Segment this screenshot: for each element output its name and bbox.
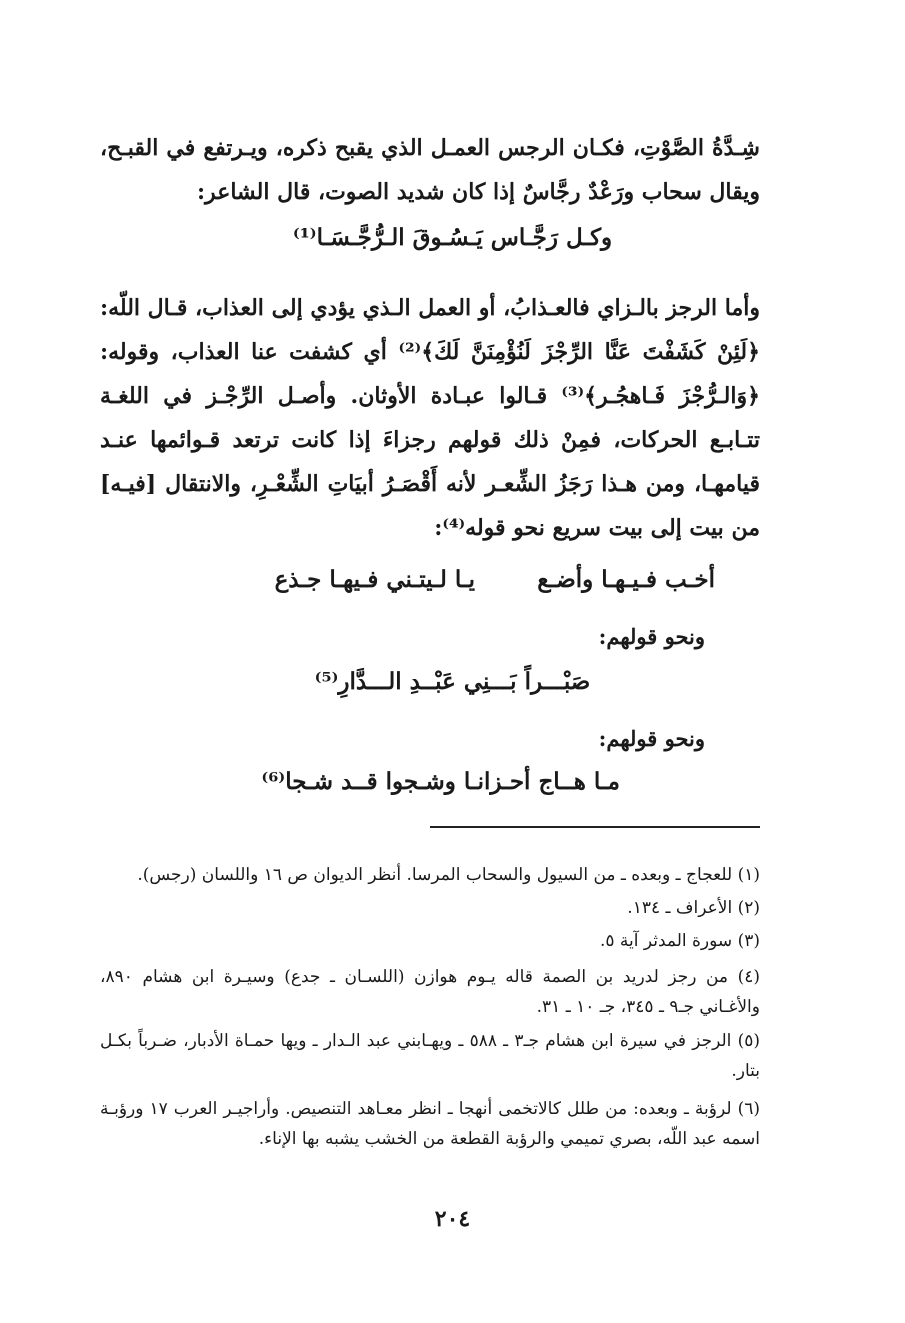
- footnote-2: (٢) الأعراف ـ ١٣٤.: [627, 898, 760, 918]
- footnote-5: (٥) الرجز في سيرة ابن هشام جـ٣ ـ ٥٨٨ ـ ويهـابني عبد الـدار ـ ويها حمـاة الأدبار، ضـرباً بكـل بتار.: [100, 1031, 760, 1081]
- page-number: ٢٠٤: [434, 1206, 471, 1232]
- verse-1: وكـل رَجَّـاس يَـسُـوقَ الـرُّجَّـسَـا⁽¹⁾: [292, 224, 613, 251]
- footnote-4: (٤) من رجز لدريد بن الصمة قاله يـوم هوازن (اللسـان ـ جدع) وسيـرة ابن هشام ٨٩٠، والأغـاني جـ٩ ـ ٣٤٥، جـ ١٠ ـ ٣١.: [100, 967, 760, 1017]
- verse-3: صَبْـــراً بَـــنِي عَبْــدِ الـــدَّارِ⁽⁵⁾: [314, 668, 591, 695]
- verse-4: مـا هــاج أحـزانـا وشـجوا قــد شـجا⁽⁶⁾: [261, 768, 620, 795]
- footnote-3: (٣) سورة المدثر آية ٥.: [599, 931, 760, 951]
- footnote-6: (٦) لرؤبة ـ وبعده: من طلل كالاتخمى أنهجا ـ انظر معـاهد التنصيص. وأراجيـر العرب ١٧ ورؤبـة اسمه عبد اللّه، بصري تميمي والرؤبة القطعة من الخشب يشبه بها الإناء.: [100, 1099, 760, 1149]
- footnote-1: (١) للعجاج ـ وبعده ـ من السيول والسحاب المرسا. أنظر الديوان ص ١٦ واللسان (رجس).: [137, 865, 760, 885]
- paragraph-1: شِـدَّةُ الصَّوْتِ، فكـان الرجس العمـل الذي يقبح ذكره، ويـرتفع في القبـح، ويقال سحاب ورَعْدٌ رجَّاسٌ إذا كان شديد الصوت، قال الشاعر:: [100, 135, 760, 205]
- verse-2-first-hemistich: يـا لـيتـني فـيهـا جـذع: [274, 566, 475, 593]
- verse-intro-1: ونحو قولهم:: [598, 624, 705, 649]
- verse-intro-2: ونحو قولهم:: [598, 726, 705, 751]
- footnote-separator: [430, 826, 760, 828]
- paragraph-2: وأما الرجز بالـزاي فالعـذابُ، أو العمل الـذي يؤدي إلى العذاب، قـال اللّه: ﴿لَئِنْ كَشَفْتَ عَنَّا الرِّجْزَ لَنُؤْمِنَنَّ لَكَ﴾⁽²⁾ أي كشفت عنا العذاب، وقوله: ﴿وَالـرُّجْزَ فَـاهجُـر﴾⁽³⁾ قـالوا عبـادة الأوثان. وأصـل الرِّجْـز في اللغـة تتـابـع الحركات، فمِنْ ذلك قولهم رجزاءَ إذا كانت ترتعد قـوائمها عنـد قيامهـا، ومن هـذا رَجَزُ الشِّعـر لأنه أَقْصَـرُ أبيَاتِ الشِّعْـرِ، والانتقال [فيـه] من بيت إلى بيت سريع نحو قوله⁽⁴⁾:: [100, 295, 760, 541]
- verse-2-second-hemistich: أخـب فـيـهـا وأضـع: [537, 566, 715, 593]
